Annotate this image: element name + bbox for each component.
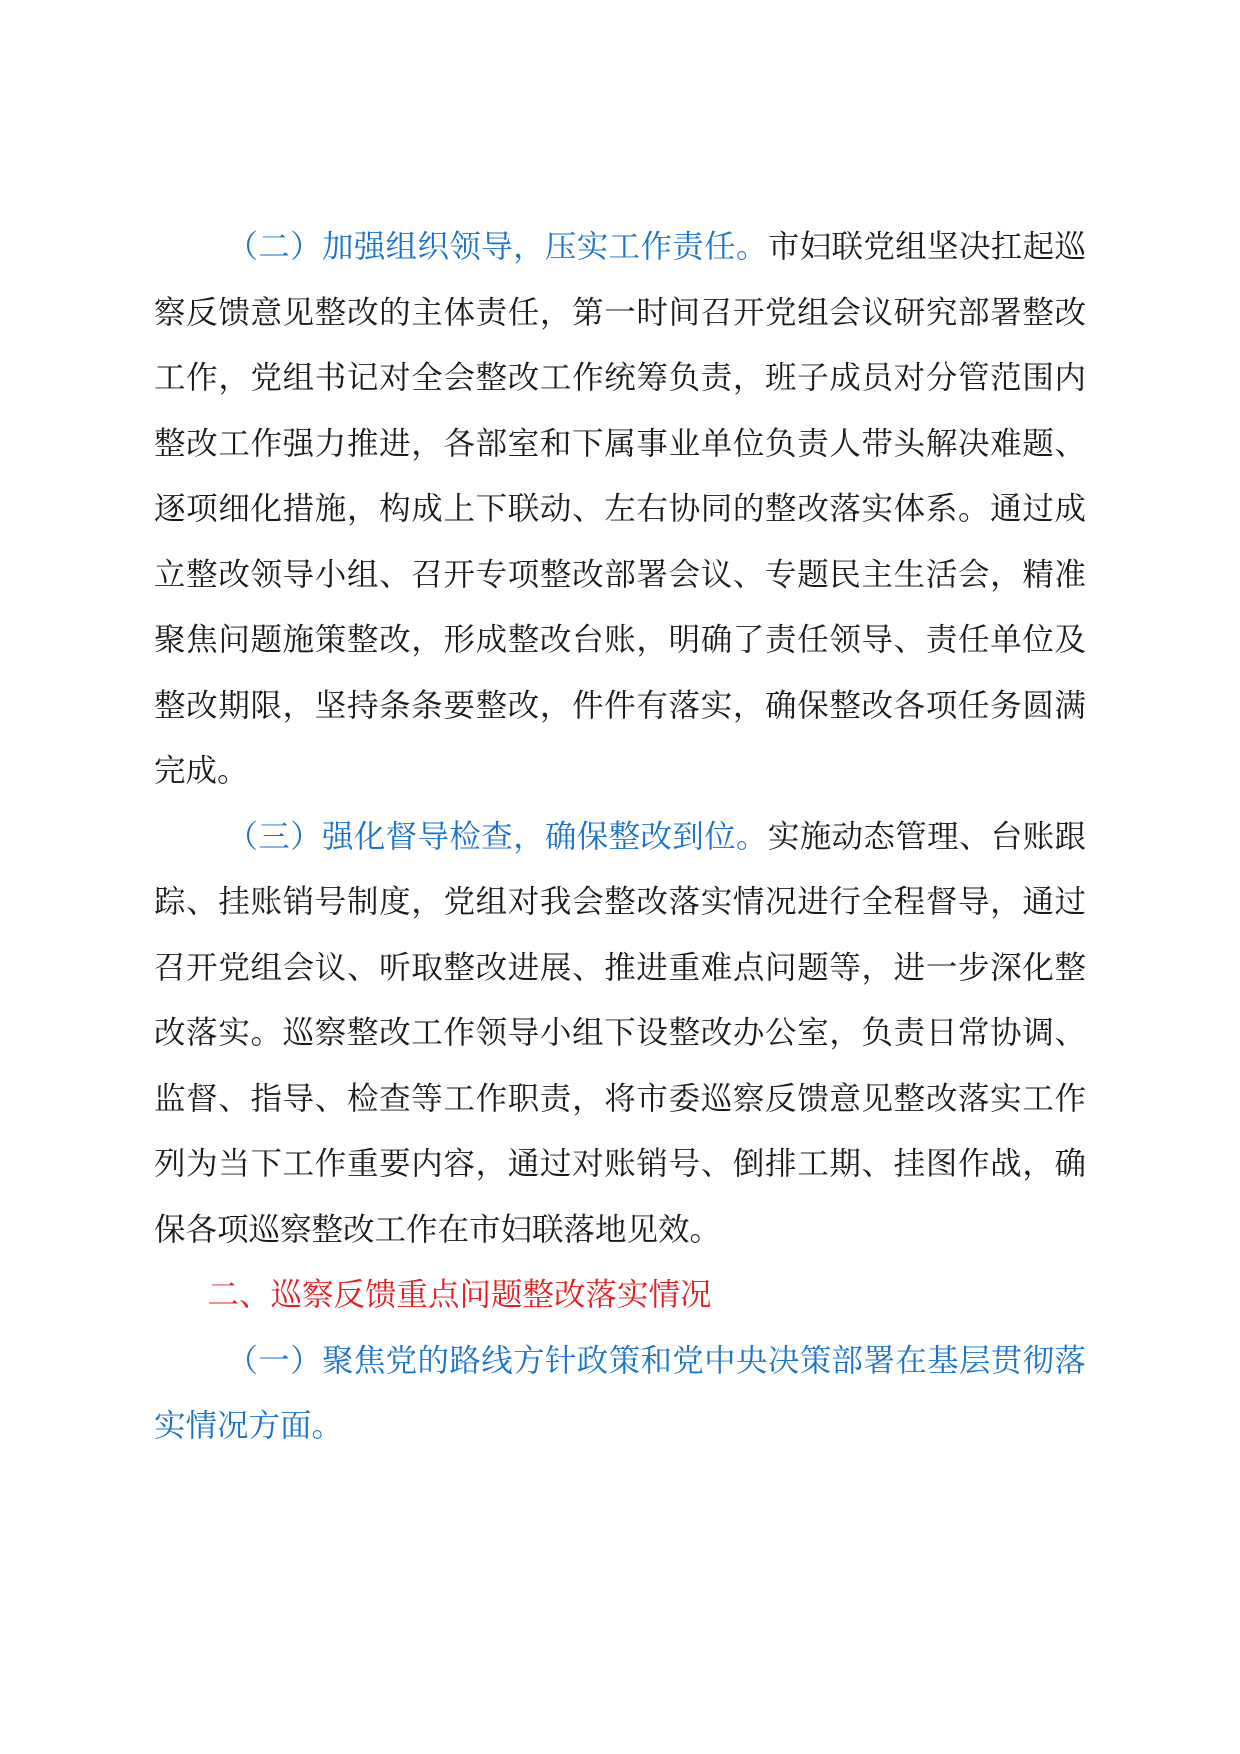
- document-page: [154, 215, 1086, 1460]
- paragraph-policy-implementation: [154, 1329, 1086, 1460]
- paragraph-leadership: [154, 215, 1086, 805]
- subheading-policy-implementation: （一）聚焦党的路线方针政策和党中央决策部署在基层贯彻落实情况方面。: [154, 1342, 1086, 1444]
- paragraph-leadership-body: 市妇联党组坚决扛起巡察反馈意见整改的主体责任，第一时间召开党组会议研究部署整改工作，党组书记对全会整改工作统筹负责，班子成员对分管范围内整改工作强力推进，各部室和下属事业单位负责人带头解决难题、逐项细化措施，构成上下联动、左右协同的整改落实体系。通过成立整改领导小组、召开专项整改部署会议、专题民主生活会，精准聚焦问题施策整改，形成整改台账，明确了责任领导、责任单位及整改期限，坚持条条要整改，件件有落实，确保整改各项任务圆满完成。: [154, 229, 1086, 789]
- paragraph-supervision-body: 实施动态管理、台账跟踪、挂账销号制度，党组对我会整改落实情况进行全程督导，通过召开党组会议、听取整改进展、推进重难点问题等，进一步深化整改落实。巡察整改工作领导小组下设整改办公室，负责日常协调、监督、指导、检查等工作职责，将市委巡察反馈意见整改落实工作列为当下工作重要内容，通过对账销号、倒排工期、挂图作战，确保各项巡察整改工作在市妇联落地见效。: [154, 818, 1086, 1248]
- subheading-supervision: （三）强化督导检查，确保整改到位。: [226, 818, 768, 855]
- subheading-leadership: （二）加强组织领导，压实工作责任。: [226, 229, 768, 265]
- paragraph-supervision: [154, 805, 1086, 1264]
- section-heading: 二、巡察反馈重点问题整改落实情况: [207, 1277, 712, 1313]
